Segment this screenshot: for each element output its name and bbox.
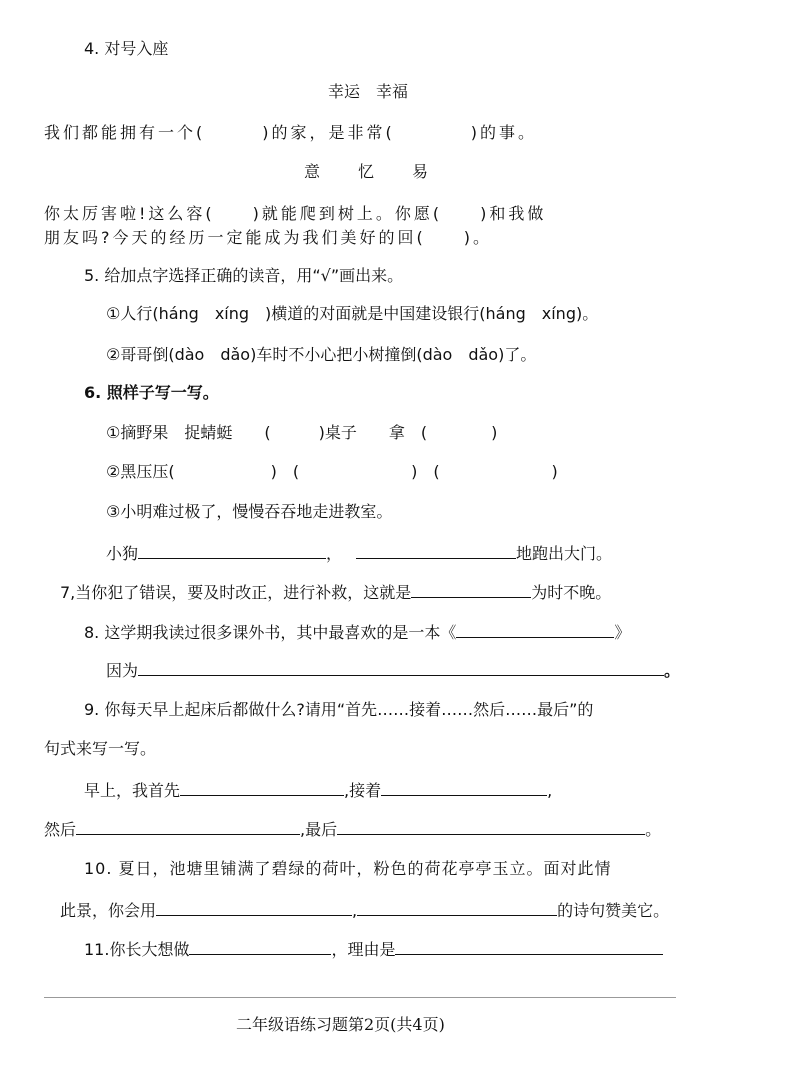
q9-line-1: 9. 你每天早上起床后都做什么?请用“首先……接着……然后……最后”的 (84, 700, 594, 719)
footer-page-label: 二年级语练习题第2页(共4页) (236, 1015, 445, 1034)
q6-item-4-suffix: 地跑出大门。 (516, 544, 613, 563)
q10-line2-mid: , (352, 901, 358, 920)
q4-sentence-2b: 朋友吗?今天的经历一定能成为我们美好的回( )。 (44, 228, 492, 247)
q11-mid: ，理由是 (331, 940, 396, 959)
answer-blank[interactable] (456, 621, 614, 638)
answer-blank[interactable] (337, 818, 645, 835)
q6-item-4-sep: ， (326, 544, 343, 563)
q6-item-4 (106, 542, 612, 565)
q7-line (60, 581, 611, 604)
q4-word-options-2: 意 忆 易 (304, 162, 431, 181)
q6-heading: 6. 照样子写一写。 (84, 383, 219, 402)
q9-line-3 (84, 779, 552, 802)
q5-item-1: ①人行(háng xíng )横道的对面就是中国建设银行(háng xíng)。 (106, 304, 599, 323)
q5-heading: 5. 给加点字选择正确的读音，用“√”画出来。 (84, 266, 404, 285)
answer-blank[interactable] (189, 938, 331, 955)
q9-line-2: 句式来写一写。 (44, 739, 157, 758)
q9-line4-suffix: 。 (645, 820, 662, 839)
q7-prefix: 7,当你犯了错误，要及时改正，进行补救，这就是 (60, 583, 412, 602)
q10-line-1: 10. 夏日，池塘里铺满了碧绿的荷叶，粉色的荷花亭亭玉立。面对此情 (84, 859, 612, 878)
answer-blank[interactable] (180, 779, 344, 796)
q9-line3-suffix: , (547, 781, 553, 800)
q4-sentence-1: 我们都能拥有一个( )的家，是非常( )的事。 (44, 123, 537, 142)
q11-prefix: 11.你长大想做 (84, 940, 190, 959)
answer-blank[interactable] (357, 899, 557, 916)
q4-sentence-2a: 你太厉害啦!这么容( )就能爬到树上。你愿( )和我做 (44, 204, 547, 223)
q10-line2-prefix: 此景，你会用 (60, 901, 157, 920)
q8-line2-suffix: 。 (664, 661, 681, 680)
answer-blank[interactable] (411, 581, 531, 598)
q9-line3-mid: ,接着 (344, 781, 382, 800)
q8-suffix: 》 (614, 623, 631, 642)
q6-item-4-prefix: 小狗 (106, 544, 139, 563)
answer-blank[interactable] (356, 542, 516, 559)
q10-line-2 (60, 899, 669, 922)
q9-line3-prefix: 早上，我首先 (84, 781, 181, 800)
q4-heading: 4. 对号入座 (84, 39, 169, 58)
q6-item-3: ③小明难过极了，慢慢吞吞地走进教室。 (106, 502, 393, 521)
q6-item-2: ②黑压压( ) ( ) ( ) (106, 462, 558, 481)
answer-blank[interactable] (76, 818, 300, 835)
q6-item-1: ①摘野果 捉蜻蜓 ( )桌子 拿 ( ) (106, 423, 498, 442)
q9-line-4 (44, 818, 661, 841)
answer-blank[interactable] (138, 542, 326, 559)
answer-blank[interactable] (138, 659, 664, 676)
q5-item-2: ②哥哥倒(dào dǎo)车时不小心把小树撞倒(dào dǎo)了。 (106, 345, 537, 364)
answer-blank[interactable] (156, 899, 352, 916)
footer-divider (44, 997, 676, 998)
q11-line (84, 938, 663, 961)
q9-line4-prefix: 然后 (44, 820, 77, 839)
q8-line-2 (106, 659, 680, 682)
q8-line2-prefix: 因为 (106, 661, 139, 680)
q9-line4-mid: ,最后 (300, 820, 338, 839)
q8-prefix: 8. 这学期我读过很多课外书，其中最喜欢的是一本《 (84, 623, 457, 642)
q4-word-options-1: 幸运 幸福 (328, 82, 409, 101)
q7-suffix: 为时不晚。 (531, 583, 612, 602)
answer-blank[interactable] (381, 779, 547, 796)
q8-line-1 (84, 621, 630, 644)
q10-line2-suffix: 的诗句赞美它。 (557, 901, 670, 920)
answer-blank[interactable] (395, 938, 663, 955)
